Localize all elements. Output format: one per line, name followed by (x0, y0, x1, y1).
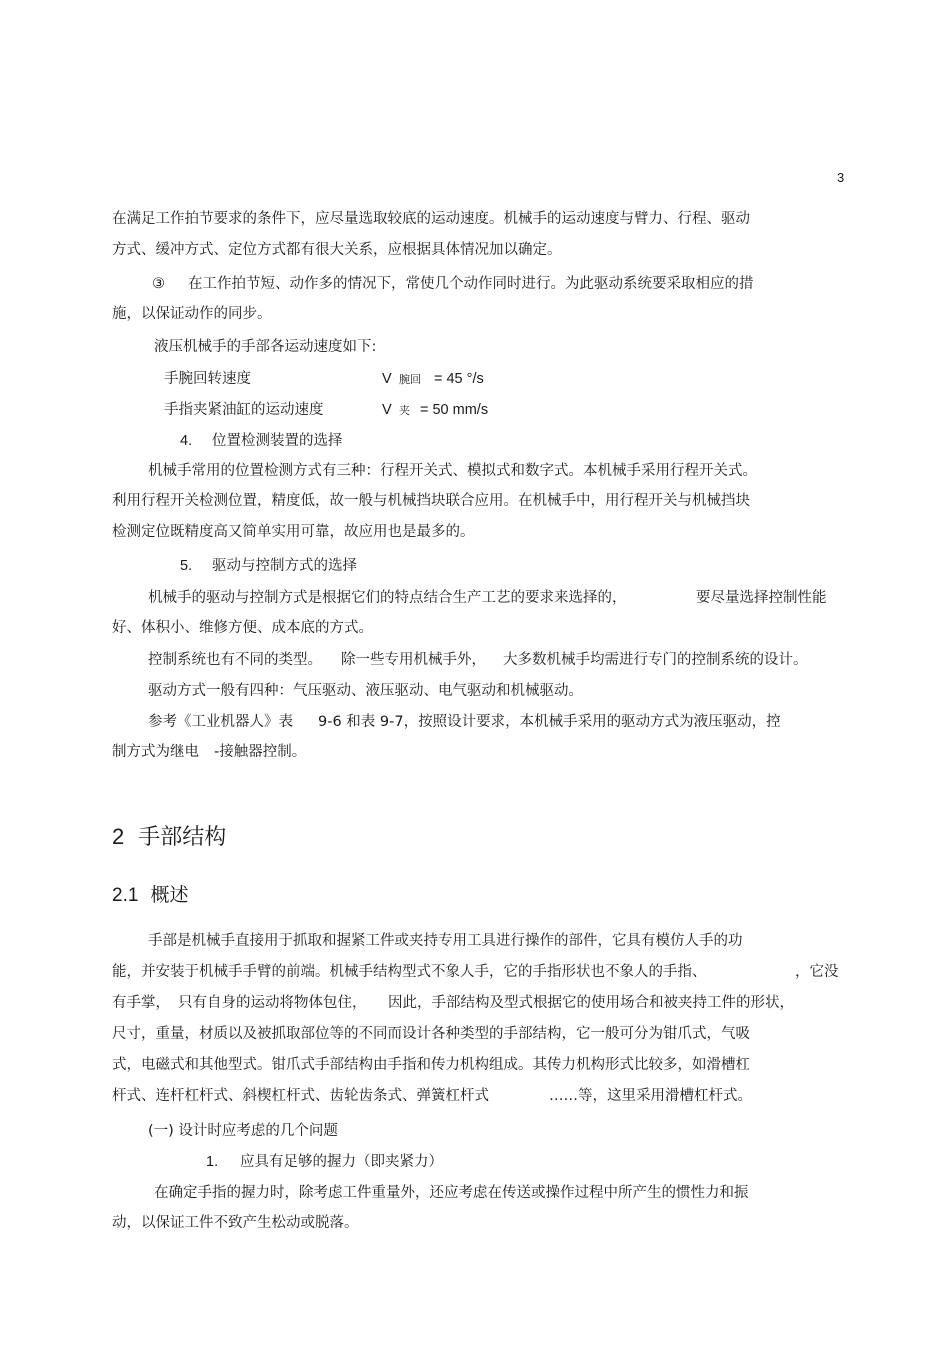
section-number: 5. (180, 558, 193, 574)
paragraph-line: 杆式、连杆杠杆式、斜楔杠杆式、齿轮齿条式、弹簧杠杆式 (112, 1088, 489, 1104)
paragraph-line: 尺寸，重量，材质以及被抓取部位等的不同而设计各种类型的手部结构，它一般可分为钳爪式，气吸 (112, 1026, 750, 1042)
speed-name: 手指夹紧油缸的运动速度 (164, 402, 324, 418)
speed-subscript: 腕回 (399, 373, 421, 386)
paragraph-line: 检测定位既精度高又简单实用可靠，故应用也是最多的。 (112, 524, 475, 540)
section-heading-number: 2.1 (112, 885, 139, 906)
paragraph-line: 因此，手部结构及型式根据它的使用场合和被夹持工件的形状， (388, 995, 794, 1011)
section-heading-title: 概述 (150, 884, 189, 906)
list-marker: ③ (152, 276, 165, 292)
section-title: 位置检测装置的选择 (212, 433, 343, 449)
paragraph-line: 好、体积小、维修方便、成本底的方式。 (112, 620, 373, 636)
paragraph-line: ，它没 (795, 964, 839, 980)
paragraph-line: 利用行程开关检测位置，精度低，故一般与机械挡块联合应用。在机械手中，用行程开关与机械挡块 (112, 493, 750, 509)
chapter-heading (112, 820, 226, 851)
chapter-title: 手部结构 (138, 825, 227, 850)
subsection-heading: (一) 设计时应考虑的几个问题 (148, 1123, 338, 1139)
speed-subscript: 夹 (399, 404, 410, 417)
paragraph-line: 方式、缓冲方式、定位方式都有很大关系，应根据具体情况加以确定。 (112, 242, 562, 258)
speed-name: 手腕回转速度 (164, 371, 251, 387)
paragraph-line: 除一些专用机械手外， (341, 652, 486, 668)
paragraph-line: ……等，这里采用滑槽杠杆式。 (549, 1088, 752, 1104)
speed-symbol: V (382, 371, 392, 387)
page-number: 3 (837, 170, 845, 185)
list-number: 1. (206, 1154, 219, 1170)
paragraph-line: 式，电磁式和其他型式。钳爪式手部结构由手指和传力机构组成。其传力机构形式比较多，如滑槽杠 (112, 1057, 750, 1073)
paragraph-line: 参考《工业机器人》表 (148, 714, 293, 730)
paragraph-line: 在工作拍节短、动作多的情况下，常使几个动作同时进行。为此驱动系统要采取相应的措 (188, 276, 754, 292)
paragraph-line: 在确定手指的握力时，除考虑工件重量外，还应考虑在传送或操作过程中所产生的惯性力和振 (154, 1185, 749, 1201)
paragraph-line: 大多数机械手均需进行专门的控制系统的设计。 (503, 652, 808, 668)
paragraph-line: 手部是机械手直接用于抓取和握紧工件或夹持专用工具进行操作的部件，它具有模仿人手的功 (148, 933, 743, 949)
paragraph-line: 施，以保证动作的同步。 (112, 306, 272, 322)
paragraph-line: 机械手的驱动与控制方式是根据它们的特点结合生产工艺的要求来选择的， (148, 590, 627, 606)
section-title: 驱动与控制方式的选择 (212, 558, 357, 574)
list-item-title: 应具有足够的握力（即夹紧力） (240, 1154, 443, 1170)
section-number: 4. (180, 433, 193, 449)
paragraph-line: 只有自身的运动将物体包住， (178, 995, 367, 1011)
paragraph-line: 能，并安装于机械手手臂的前端。机械手结构型式不象人手，它的手指形状也不象人的手指、 (112, 964, 707, 980)
paragraph-line: 控制系统也有不同的类型。 (148, 652, 322, 668)
paragraph-line: -接触器控制。 (214, 744, 307, 760)
paragraph-line: 机械手常用的位置检测方式有三种：行程开关式、模拟式和数字式。本机械手采用行程开关式。 (148, 463, 757, 479)
section-heading (112, 880, 189, 907)
paragraph-line: 在满足工作拍节要求的条件下，应尽量选取较底的运动速度。机械手的运动速度与臂力、行程、驱动 (112, 211, 750, 227)
paragraph-line: 驱动方式一般有四种：气压驱动、液压驱动、电气驱动和机械驱动。 (148, 683, 583, 699)
paragraph-line: 液压机械手的手部各运动速度如下: (154, 339, 377, 355)
paragraph-line: 有手掌， (112, 995, 170, 1011)
chapter-number: 2 (112, 824, 125, 849)
paragraph-line: 9-6 和表 9-7，按照设计要求，本机械手采用的驱动方式为液压驱动，控 (318, 714, 781, 730)
paragraph-line: 要尽量选择控制性能 (696, 590, 827, 606)
speed-value: = 45 °/s (434, 371, 484, 387)
speed-value: = 50 mm/s (420, 402, 489, 418)
speed-symbol: V (382, 402, 392, 418)
paragraph-line: 制方式为继电 (112, 744, 199, 760)
paragraph-line: 动，以保证工件不致产生松动或脱落。 (112, 1215, 359, 1231)
